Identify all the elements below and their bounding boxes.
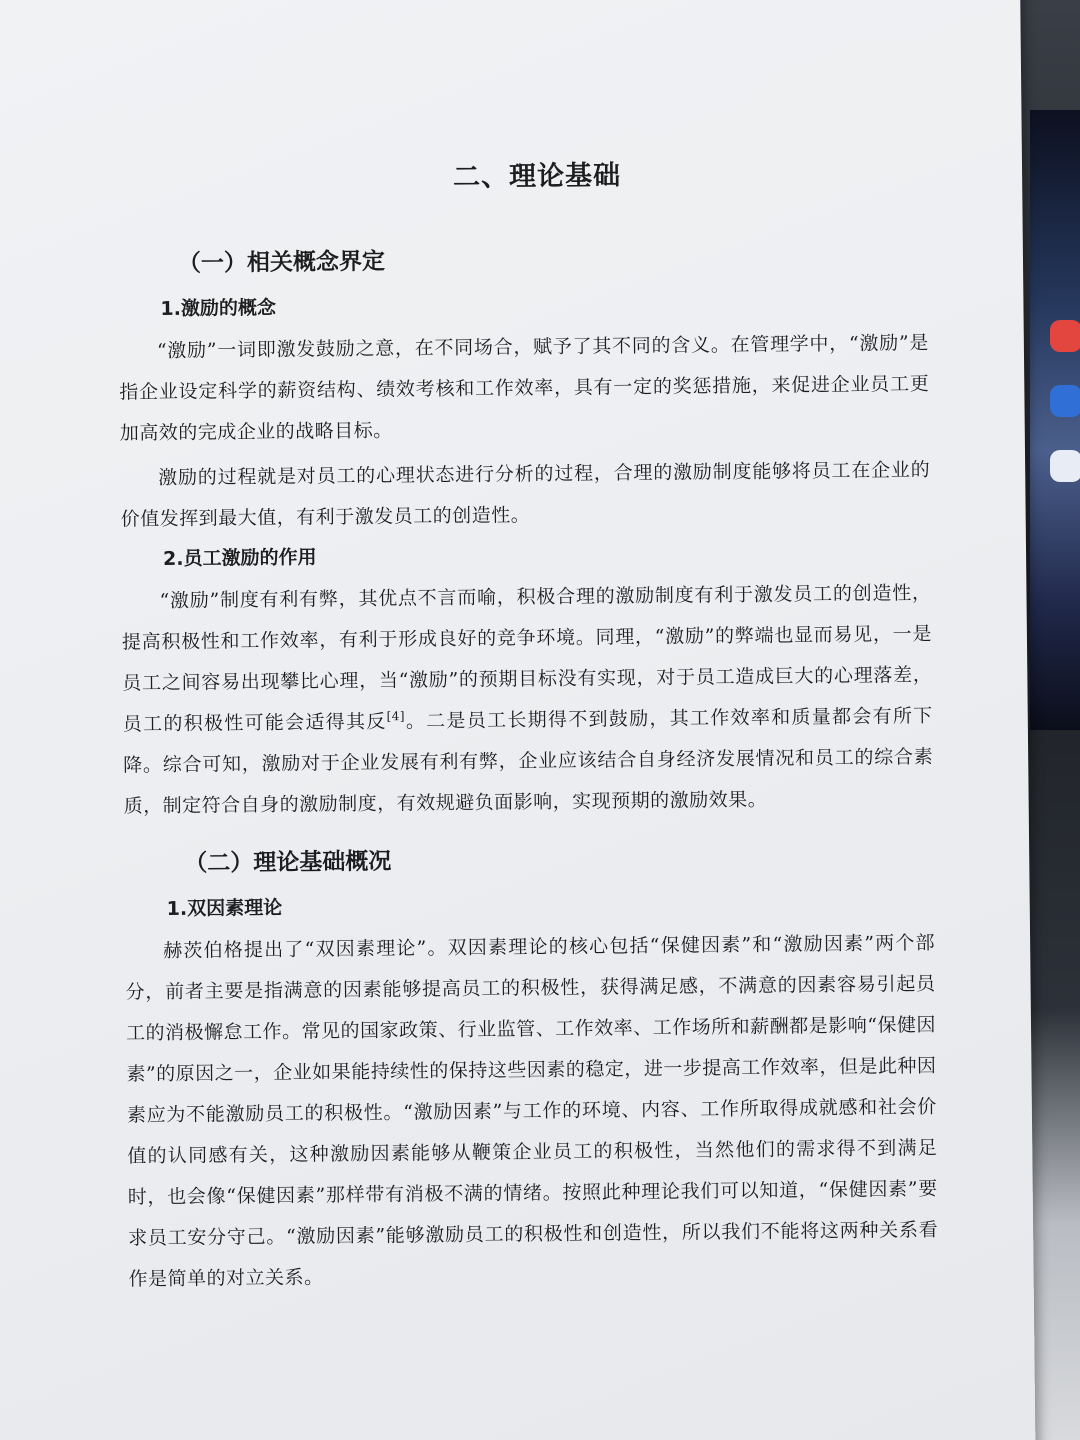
- document-content: [119, 150, 939, 1304]
- app-icon-white: [1050, 450, 1080, 482]
- background-screen: [1030, 110, 1080, 730]
- section1-sub2-paragraph1: [121, 573, 934, 827]
- section1-sub2-heading: 2.员工激励的作用: [162, 546, 317, 571]
- section1-sub1-heading: 1.激励的概念: [160, 296, 277, 321]
- app-icon-blue: [1050, 385, 1080, 417]
- document-title: 二、理论基础: [452, 160, 622, 193]
- section2-heading: （二）理论基础概况: [184, 848, 392, 877]
- section2-sub1-heading: 1.双因素理论: [166, 896, 283, 920]
- paragraph-text-a: “激励”制度有利有弊，其优点不言而喻，积极合理的激励制度有利于激发员工的创造性，提高积极性和工作效率，有利于形成良好的竞争环境。同理，“激励”的弊端也显而易见，一是员工之间容易出现攀比心理，当“激励”的预期目标没有实现，对于员工造成巨大的心理落差，员工的积极性可能会适得其反: [121, 581, 933, 736]
- paragraph-text-b: 。二是员工长期得不到鼓励，其工作效率和质量都会有所下降。综合可知，激励对于企业发展有利有弊，企业应该结合自身经济发展情况和员工的综合素质，制定符合自身的激励制度，有效规避负面影响，实现预期的激励效果。: [123, 704, 934, 818]
- citation-marker: [4]: [386, 709, 406, 724]
- section1-sub1-paragraph1: “激励”一词即激发鼓励之意，在不同场合，赋予了其不同的含义。在管理学中，“激励”是指企业设定科学的薪资结构、绩效考核和工作效率，具有一定的奖惩措施，来促进企业员工更加高效的完成企业的战略目标。: [119, 331, 930, 445]
- app-icon-red: [1050, 320, 1080, 352]
- section1-heading: （一）相关概念界定: [177, 248, 386, 277]
- section2-sub1-paragraph1: 赫茨伯格提出了“双因素理论”。双因素理论的核心包括“保健因素”和“激励因素”两个部分，前者主要是指满意的因素能够提高员工的积极性，获得满足感，不满意的因素容易引起员工的消极懈怠工作。常见的国家政策、行业监管、工作效率、工作场所和薪酬都是影响“保健因素”的原因之一，企业如果能持续性的保持这些因素的稳定，进一步提高工作效率，但是此种因素应为不能激励员工的积极性。“激励因素”与工作的环境、内容、工作所取得成就感和社会价值的认同感有关，这种激励因素能够从鞭策企业员工的积极性，当然他们的需求得不到满足时，也会像“保健因素”那样带有消极不满的情绪。按照此种理论我们可以知道，“保健因素”要求员工安分守己。“激励因素”能够激励员工的积极性和创造性，所以我们不能将这两种关系看作是简单的对立关系。: [125, 931, 939, 1291]
- section1-sub1-paragraph2: 激励的过程就是对员工的心理状态进行分析的过程，合理的激励制度能够将员工在企业的价值发挥到最大值，有利于激发员工的创造性。: [120, 458, 931, 531]
